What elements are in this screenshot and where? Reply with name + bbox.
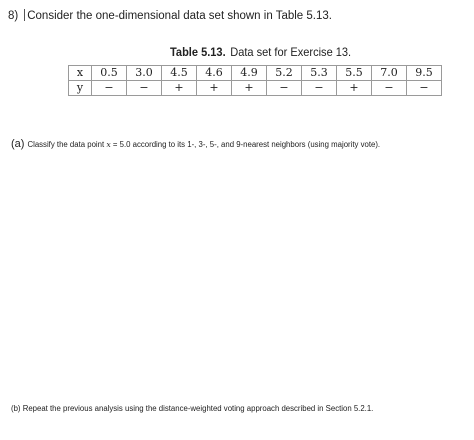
x-value-cell: 5.3 [302, 66, 337, 81]
y-value-cell: − [92, 81, 127, 96]
data-table [68, 65, 442, 96]
x-value-cell: 5.5 [337, 66, 372, 81]
table-caption-label: Table 5.13. [170, 45, 226, 59]
part-a-letter: (a) [11, 138, 25, 150]
question-number: 8) [8, 10, 19, 22]
x-value-cell: 5.2 [267, 66, 302, 81]
question-text: Consider the one-dimensional data set shown in Table 5.13. [27, 10, 332, 22]
table-caption [170, 45, 351, 59]
y-value-cell: + [232, 81, 267, 96]
x-value-cell: 7.0 [372, 66, 407, 81]
part-b-question: (b) Repeat the previous analysis using the distance-weighted voting approach described in Section 5.2.1. [11, 404, 374, 413]
table-row-x [69, 66, 442, 81]
y-value-cell: − [407, 81, 442, 96]
row-x-header: x [69, 66, 92, 81]
question-header [8, 9, 332, 22]
y-value-cell: − [302, 81, 337, 96]
y-value-cell: − [127, 81, 162, 96]
table-caption-text: Data set for Exercise 13. [230, 45, 352, 59]
x-value-cell: 3.0 [127, 66, 162, 81]
y-value-cell: − [267, 81, 302, 96]
part-a-text-after: = 5.0 according to its 1-, 3-, 5-, and 9-nearest neighbors (using majority vote). [110, 140, 381, 149]
x-value-cell: 9.5 [407, 66, 442, 81]
row-y-header: y [69, 81, 92, 96]
part-a-variable: x [106, 140, 111, 149]
y-value-cell: − [372, 81, 407, 96]
x-value-cell: 4.9 [232, 66, 267, 81]
table-row-y [69, 81, 442, 96]
x-value-cell: 4.6 [197, 66, 232, 81]
y-value-cell: + [162, 81, 197, 96]
x-value-cell: 4.5 [162, 66, 197, 81]
y-value-cell: + [197, 81, 232, 96]
y-value-cell: + [337, 81, 372, 96]
x-value-cell: 0.5 [92, 66, 127, 81]
text-cursor [24, 9, 25, 21]
part-a-question [11, 138, 380, 150]
part-a-text-before: Classify the data point [27, 140, 107, 149]
